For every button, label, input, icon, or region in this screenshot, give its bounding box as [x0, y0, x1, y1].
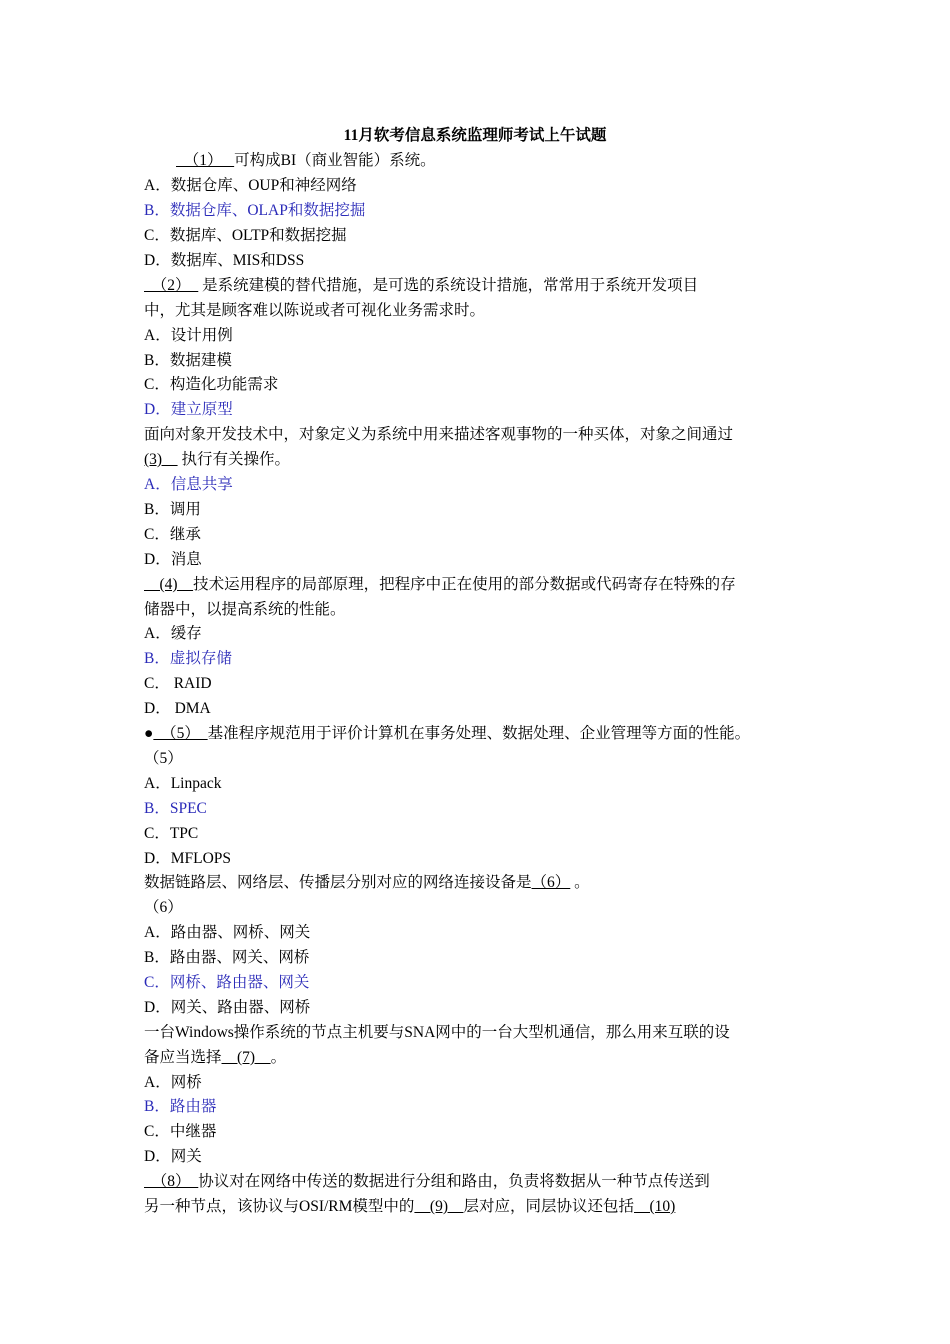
- question-end: 。: [270, 1049, 287, 1066]
- question-5-stem: [144, 723, 808, 745]
- question-text: 另一种节点，该协议与OSI/RM模型中的: [144, 1198, 415, 1215]
- question-text: 基准程序规范用于评价计算机在事务处理、数据处理、企业管理等方面的性能。: [207, 725, 751, 742]
- option-4a: A．缓存: [144, 625, 202, 642]
- question-3-stem-line1: 面向对象开发技术中，对象定义为系统中用来描述客观事物的一种买体，对象之间通过: [144, 426, 734, 443]
- option-6c-answer: C．网桥、路由器、网关: [144, 974, 310, 991]
- option-3a-answer: A．信息共享: [144, 476, 233, 493]
- option-5d: D．MFLOPS: [144, 850, 231, 867]
- question-text: 执行有关操作。: [177, 451, 290, 468]
- option-2c: C．构造化功能需求: [144, 376, 279, 393]
- option-4d: D． DMA: [144, 700, 211, 717]
- option-7d: D．网关: [144, 1148, 202, 1165]
- option-5a: A．Linpack: [144, 775, 222, 792]
- blank-7: (7): [221, 1049, 271, 1066]
- option-2b: B．数据建模: [144, 352, 232, 369]
- blank-6: （6）: [531, 874, 571, 891]
- option-7c: C．中继器: [144, 1123, 217, 1140]
- question-4-stem-line2: 储器中，以提高系统的性能。: [144, 601, 346, 618]
- blank-4: (4): [144, 576, 194, 593]
- option-1c: C．数据库、OLTP和数据挖掘: [144, 227, 347, 244]
- option-1a: A．数据仓库、OUP和神经网络: [144, 177, 357, 194]
- option-6d: D．网关、路由器、网桥: [144, 999, 311, 1016]
- question-8-stem-line2: [144, 1196, 808, 1218]
- bullet-icon: ●: [144, 725, 154, 742]
- question-text: 是系统建模的替代措施，是可选的系统设计措施，常常用于系统开发项目: [198, 277, 699, 294]
- option-1b-answer: B．数据仓库、OLAP和数据挖掘: [144, 202, 366, 219]
- blank-9: (9): [414, 1198, 464, 1215]
- option-7b-answer: B．路由器: [144, 1098, 217, 1115]
- blank-2: （2）: [144, 277, 199, 294]
- option-3c: C．继承: [144, 526, 201, 543]
- question-2-stem-line1: [144, 275, 808, 297]
- question-text: 备应当选择: [144, 1049, 222, 1066]
- question-6-stem: [144, 872, 808, 894]
- question-text: 数据链路层、网络层、传播层分别对应的网络连接设备是: [144, 874, 532, 891]
- question-1-stem: [176, 150, 806, 172]
- question-text: 层对应，同层协议还包括: [463, 1198, 634, 1215]
- option-3b: B．调用: [144, 501, 201, 518]
- option-2d-answer: D．建立原型: [144, 401, 233, 418]
- question-2-stem-line2: 中，尤其是顾客难以陈说或者可视化业务需求时。: [144, 302, 486, 319]
- question-5-number: （5）: [144, 750, 183, 767]
- question-3-stem-line2: [144, 449, 808, 471]
- blank-10: (10): [634, 1198, 676, 1215]
- option-4b-answer: B．虚拟存储: [144, 650, 232, 667]
- question-6-number: （6）: [144, 899, 183, 916]
- option-6b: B．路由器、网关、网桥: [144, 949, 310, 966]
- question-7-stem-line2: [144, 1047, 808, 1069]
- option-3d: D．消息: [144, 551, 202, 568]
- blank-8: （8）: [144, 1173, 199, 1190]
- option-1d: D．数据库、MIS和DSS: [144, 252, 305, 269]
- option-5b-answer: B．SPEC: [144, 800, 207, 817]
- question-end: 。: [570, 874, 590, 891]
- option-2a: A．设计用例: [144, 327, 233, 344]
- option-5c: C．TPC: [144, 825, 199, 842]
- question-text: 可构成BI（商业智能）系统。: [234, 152, 436, 169]
- page-title: 11月软考信息系统监理师考试上午试题: [343, 127, 607, 144]
- option-4c: C． RAID: [144, 675, 212, 692]
- question-4-stem-line1: [144, 574, 808, 596]
- question-7-stem-line1: 一台Windows操作系统的节点主机要与SNA网中的一台大型机通信，那么用来互联的设: [144, 1024, 730, 1041]
- blank-3: (3): [144, 451, 178, 468]
- option-6a: A．路由器、网桥、网关: [144, 924, 311, 941]
- blank-5: （5）: [153, 725, 208, 742]
- question-text: 技术运用程序的局部原理，把程序中正在使用的部分数据或代码寄存在特殊的存: [193, 576, 736, 593]
- question-8-stem-line1: [144, 1171, 808, 1193]
- blank-1: （1）: [176, 152, 235, 169]
- option-7a: A．网桥: [144, 1074, 202, 1091]
- question-text: 协议对在网络中传送的数据进行分组和路由，负责将数据从一种节点传送到: [198, 1173, 710, 1190]
